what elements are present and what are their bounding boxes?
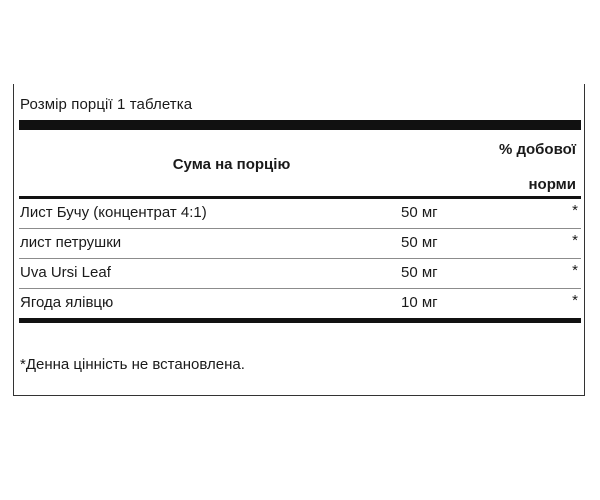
amount-per-serving-header: Сума на порцію [172,156,291,173]
daily-value-header-line2: норми [528,176,576,193]
ingredient-name: Лист Бучу (концентрат 4:1) [20,204,207,221]
ingredient-daily-value: * [572,292,578,309]
footnote: *Денна цінність не встановлена. [20,356,245,373]
ingredient-name: лист петрушки [20,234,122,251]
ingredient-list [19,199,581,318]
ingredient-row [19,289,581,318]
ingredient-row [19,199,581,229]
ingredient-daily-value: * [572,202,578,219]
thick-divider [19,120,581,130]
ingredient-name: Uva Ursi Leaf [20,264,111,281]
ingredient-row [19,259,581,289]
ingredient-daily-value: * [572,232,578,249]
ingredient-amount: 50 мг [401,234,438,251]
supplement-facts-panel [13,84,585,396]
ingredient-amount: 10 мг [401,294,438,311]
ingredient-daily-value: * [572,262,578,279]
ingredient-amount: 50 мг [401,204,438,221]
serving-size: Розмір порції 1 таблетка [20,96,193,113]
ingredient-name: Ягода ялівцю [20,294,114,311]
footer-divider [19,318,581,323]
ingredient-row [19,229,581,259]
daily-value-header-line1: % добової [498,141,576,158]
ingredient-amount: 50 мг [401,264,438,281]
